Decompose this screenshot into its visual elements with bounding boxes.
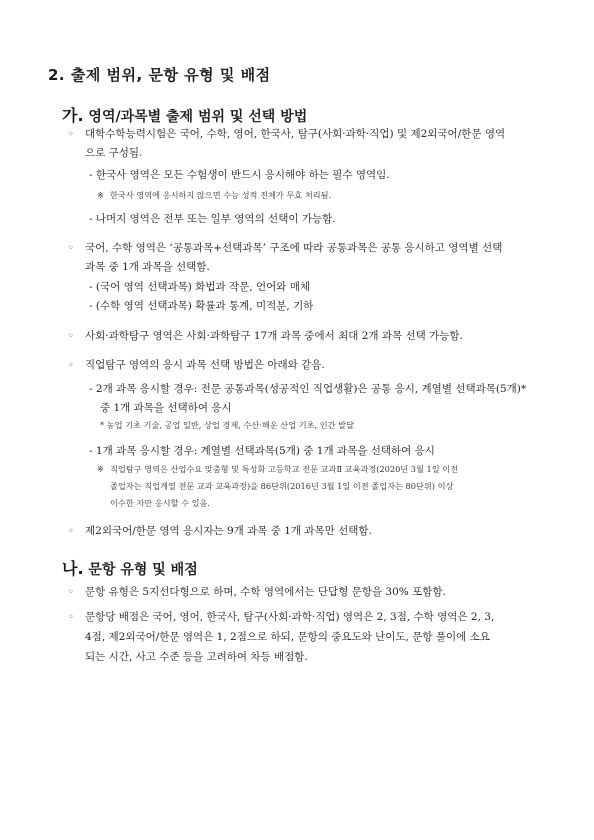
bullet-icon: ◦ — [68, 243, 74, 254]
dash-item: - 1개 과목 응시할 경우: 계열별 선택과목(5개) 중 1개 과목을 선택하여 응시 — [89, 445, 435, 457]
subsection-heading-a — [62, 103, 307, 126]
bullet-icon: ◦ — [68, 526, 74, 537]
subsection-number: 나. — [62, 559, 84, 578]
dash-item: - 한국사 영역은 모든 수험생이 반드시 응시해야 하는 필수 영역임. — [89, 169, 390, 181]
dash-item-continued: 중 1개 과목을 선택하여 응시 — [100, 402, 232, 414]
note-mark-icon: ※ — [97, 191, 104, 200]
footnote-text: * 농업 기초 기술, 공업 일반, 상업 경제, 수산·해운 산업 기초, 인간 발달 — [100, 420, 354, 430]
paragraph-line: 과목 중 1개 과목을 선택함. — [85, 261, 210, 273]
paragraph-line: 대학수학능력시험은 국어, 수학, 영어, 한국사, 탐구(사회·과학·직업) 및 제2외국어/한문 영역 — [85, 128, 506, 140]
dash-item: - (국어 영역 선택과목) 화법과 작문, 언어와 매체 — [89, 281, 311, 293]
section-title: 2. 출제 범위, 문항 유형 및 배점 — [48, 66, 271, 84]
paragraph-line: 되는 시간, 사고 수준 등을 고려하여 차등 배점함. — [85, 651, 308, 663]
dash-item: - (수학 영역 선택과목) 확률과 통계, 미적분, 기하 — [89, 300, 314, 312]
paragraph-line: 국어, 수학 영역은 ‘공통과목+선택과목’ 구조에 따라 공통과목은 공통 응시하고 영역별 선택 — [85, 242, 503, 254]
subsection-heading-b — [62, 556, 198, 579]
paragraph-line: 4점, 제2외국어/한문 영역은 1, 2점으로 하되, 문항의 중요도와 난이도, 문항 풀이에 소요 — [85, 631, 490, 643]
bullet-icon: ◦ — [68, 612, 74, 623]
paragraph-line: 문항 유형은 5지선다형으로 하며, 수학 영역에서는 단답형 문항을 30% 포함함. — [85, 586, 446, 598]
note-text: 한국사 영역에 응시하지 않으면 수능 성적 전체가 무효 처리됨. — [110, 190, 332, 200]
subsection-title: 문항 유형 및 배점 — [88, 562, 198, 578]
paragraph-line: 으로 구성됨. — [85, 147, 143, 159]
note-text: 이수한 자만 응시할 수 있음. — [110, 498, 211, 508]
dash-item: - 나머지 영역은 전부 또는 일부 영역의 선택이 가능함. — [89, 213, 336, 225]
subsection-number: 가. — [62, 106, 84, 125]
paragraph-line: 직업탐구 영역의 응시 과목 선택 방법은 아래와 같음. — [85, 359, 325, 371]
subsection-title: 영역/과목별 출제 범위 및 선택 방법 — [88, 109, 308, 125]
note-mark-icon: ※ — [97, 465, 104, 474]
note-text: 졸업자는 직업계열 전문 교과 교육과정)을 86단위(2016년 3월 1일 이전 졸업자는 80단위) 이상 — [110, 481, 454, 491]
paragraph-line: 사회·과학탐구 영역은 사회·과학탐구 17개 과목 중에서 최대 2개 과목 선택 가능함. — [85, 330, 463, 342]
dash-item: - 2개 과목 응시할 경우: 전문 공통과목(성공적인 직업생활)은 공통 응시, 계열별 선택과목(5개)* — [89, 383, 527, 395]
bullet-icon: ◦ — [68, 331, 74, 342]
bullet-icon: ◦ — [68, 129, 74, 140]
bullet-icon: ◦ — [68, 360, 74, 371]
paragraph-line: 문항당 배점은 국어, 영어, 한국사, 탐구(사회·과학·직업) 영역은 2, 3점, 수학 영역은 2, 3, — [85, 611, 495, 623]
bullet-icon: ◦ — [68, 587, 74, 598]
note-text: 직업탐구 영역은 산업수요 맞춤형 및 특성화 고등학교 전문 교과Ⅱ 교육과정(2020년 3월 1일 이전 — [110, 464, 459, 474]
paragraph-line: 제2외국어/한문 영역 응시자는 9개 과목 중 1개 과목만 선택함. — [85, 525, 372, 537]
